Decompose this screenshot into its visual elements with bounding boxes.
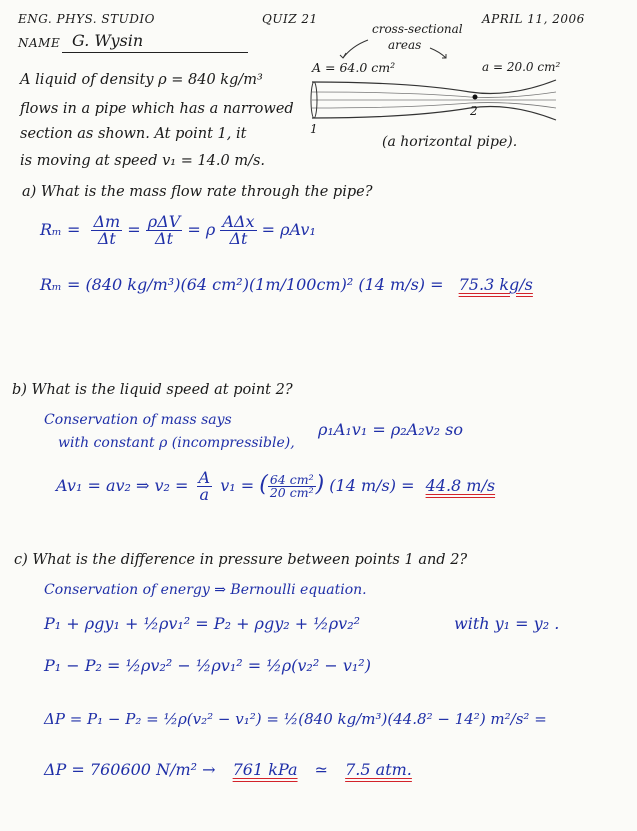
problem-line-3: section as shown. At point 1, it: [20, 126, 247, 142]
arrow-right: [430, 48, 446, 58]
eq-c-note: with y₁ = y₂ .: [454, 614, 560, 633]
eq-a-substitution: Rₘ = (840 kg/m³)(64 cm²)(1m/100cm)² (14 m/s) = 75.3 kg/s: [40, 275, 533, 294]
eq-c-result: ΔP = 760600 N/m² → 761 kPa ≃ 7.5 atm.: [44, 760, 412, 779]
point-2-marker: [473, 95, 478, 100]
question-c: c) What is the difference in pressure between points 1 and 2?: [14, 552, 468, 568]
question-a: a) What is the mass flow rate through the pipe?: [22, 184, 373, 200]
pipe-bottom-wall: [312, 107, 556, 121]
area-right-label: a = 20.0 cm²: [482, 60, 561, 74]
annotation-line-2: areas: [388, 38, 422, 52]
eq-c-difference: P₁ − P₂ = ½ρv₂² − ½ρv₁² = ½ρ(v₂² − v₁²): [44, 656, 371, 675]
answer-c-kpa: 761 kPa: [232, 760, 298, 779]
point-2-label: 2: [470, 104, 478, 118]
problem-line-2: flows in a pipe which has a narrowed: [20, 101, 294, 117]
work-b-3: ρ₁A₁v₁ = ρ₂A₂v₂ so: [318, 420, 463, 439]
point-1-label: 1: [310, 122, 318, 136]
area-left-label: A = 64.0 cm²: [312, 60, 396, 75]
answer-b: 44.8 m/s: [425, 476, 496, 495]
problem-line-4: is moving at speed v₁ = 14.0 m/s.: [20, 153, 266, 169]
answer-c-atm: 7.5 atm.: [345, 760, 412, 779]
diagram-caption: (a horizontal pipe).: [382, 134, 518, 150]
answer-a: 75.3 kg/s: [458, 275, 533, 294]
student-name: G. Wysin: [72, 31, 144, 50]
work-c-1: Conservation of energy ⇒ Bernoulli equation.: [44, 582, 367, 598]
eq-c-bernoulli: P₁ + ρgy₁ + ½ρv₁² = P₂ + ρgy₂ + ½ρv₂²: [44, 614, 361, 633]
course-title: ENG. PHYS. STUDIO: [18, 12, 155, 26]
eq-c-substitution: ΔP = P₁ − P₂ = ½ρ(v₂² − v₁²) = ½(840 kg/m³)(44.8² − 14²) m²/s² =: [44, 710, 547, 728]
work-b-1: Conservation of mass says: [44, 412, 232, 428]
quiz-date: APRIL 11, 2006: [482, 12, 585, 26]
work-b-2: with constant ρ (incompressible),: [58, 435, 295, 451]
arrow-left: [343, 40, 368, 58]
pipe-streamlines: [312, 92, 556, 108]
pipe-top-wall: [312, 80, 556, 94]
name-label: NAME: [18, 36, 61, 50]
question-b: b) What is the liquid speed at point 2?: [12, 382, 293, 398]
quiz-number: QUIZ 21: [262, 12, 318, 26]
eq-a-definition: Rₘ = $\frac{\Delta m}{\Delta t}$ = $\frac{\text{ρΔV}}{\Delta t}$ = ρ $\frac{\text{AΔx}}{\Delta t}$ = ρAv₁: [40, 212, 316, 248]
problem-line-1: A liquid of density ρ = 840 kg/m³: [20, 72, 263, 88]
eq-b-solution: Av₁ = av₂ ⇒ v₂ = $\frac{A}{a}$ v₁ = ( $\frac{\text{64 cm²}}{\text{20 cm²}}$ ) (14 m/s) = 44.8 m/s: [56, 468, 496, 504]
annotation-line-1: cross-sectional: [372, 22, 463, 36]
